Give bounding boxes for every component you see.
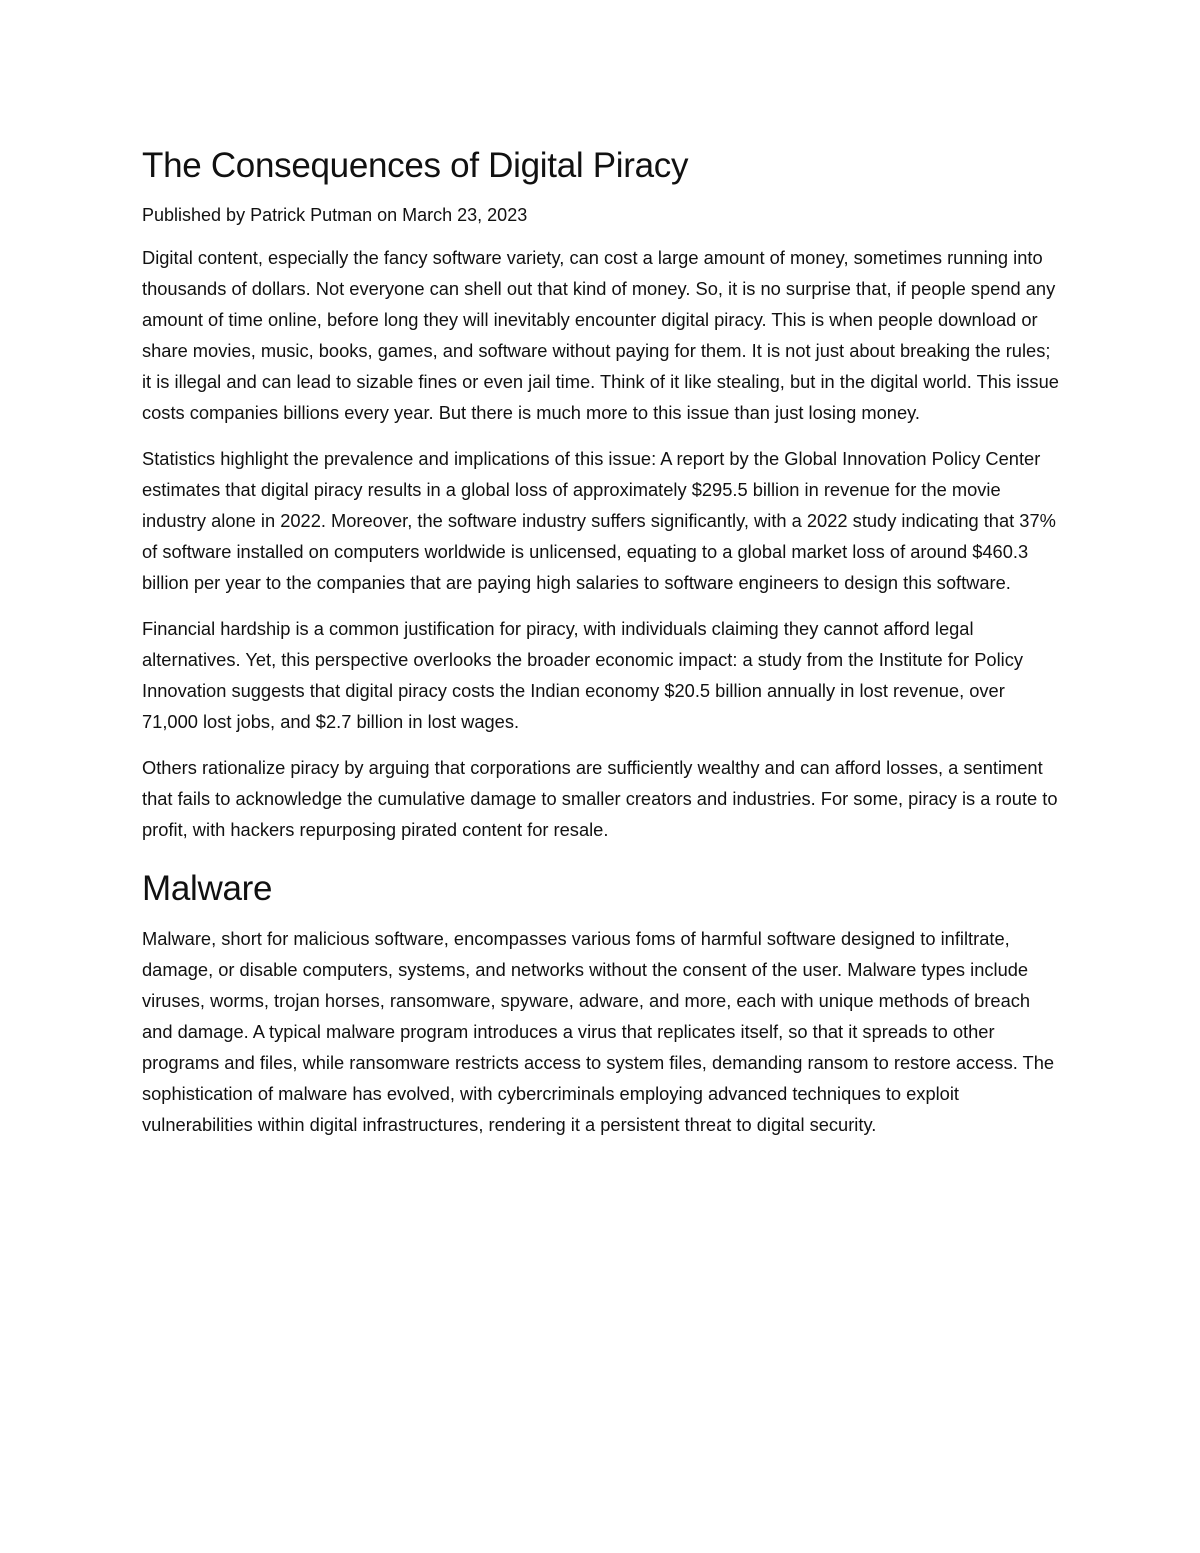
paragraph-malware: Malware, short for malicious software, encompasses various foms of harmful software designed to infiltrate, damage, or disable computers, systems, and networks without the consent of the user. Malware types include viruses, worms, trojan horses, ransomware, spyware, adware, and more, each with unique methods of breach and damage. A typical malware program introduces a virus that replicates itself, so that it spreads to other programs and files, while ransomware restricts access to system files, demanding ransom to restore access. The sophistication of malware has evolved, with cybercriminals employing advanced techniques to exploit vulnerabilities within digital infrastructures, rendering it a persistent threat to digital security. — [142, 928, 1055, 1135]
document-title: The Consequences of Digital Piracy — [142, 146, 689, 185]
paragraph-intro: Digital content, especially the fancy software variety, can cost a large amount of money, sometimes running into thousands of dollars. Not everyone can shell out that kind of money. So, it is no surprise that, if people spend any amount of time online, before long they will inevitably encounter digital piracy. This is when people download or share movies, music, books, games, and software without paying for them. It is not just about breaking the rules; it is illegal and can lead to sizable fines or even jail time. Think of it like stealing, but in the digital world. This issue costs companies billions every year. But there is much more to this issue than just losing money. — [142, 247, 1059, 423]
byline: Published by Patrick Putman on March 23, 2023 — [142, 205, 528, 225]
paragraph-financial-hardship: Financial hardship is a common justification for piracy, with individuals claiming they cannot afford legal alternatives. Yet, this perspective overlooks the broader economic impact: a study from the Institute for Policy Innovation suggests that digital piracy costs the Indian economy $20.5 billion annually in lost revenue, over 71,000 lost jobs, and $2.7 billion in lost wages. — [142, 618, 1023, 732]
paragraph-rationalization: Others rationalize piracy by arguing that corporations are sufficiently wealthy and can afford losses, a sentiment that fails to acknowledge the cumulative damage to smaller creators and industries. For some, piracy is a route to profit, with hackers repurposing pirated content for resale. — [142, 757, 1058, 840]
section-heading-malware: Malware — [142, 869, 273, 908]
document-page — [142, 142, 1062, 1155]
paragraph-statistics: Statistics highlight the prevalence and implications of this issue: A report by the Global Innovation Policy Center estimates that digital piracy results in a global loss of approximately $295.5 billion in revenue for the movie industry alone in 2022. Moreover, the software industry suffers significantly, with a 2022 study indicating that 37% of software installed on computers worldwide is unlicensed, equating to a global market loss of around $460.3 billion per year to the companies that are paying high salaries to software engineers to design this software. — [142, 448, 1056, 593]
